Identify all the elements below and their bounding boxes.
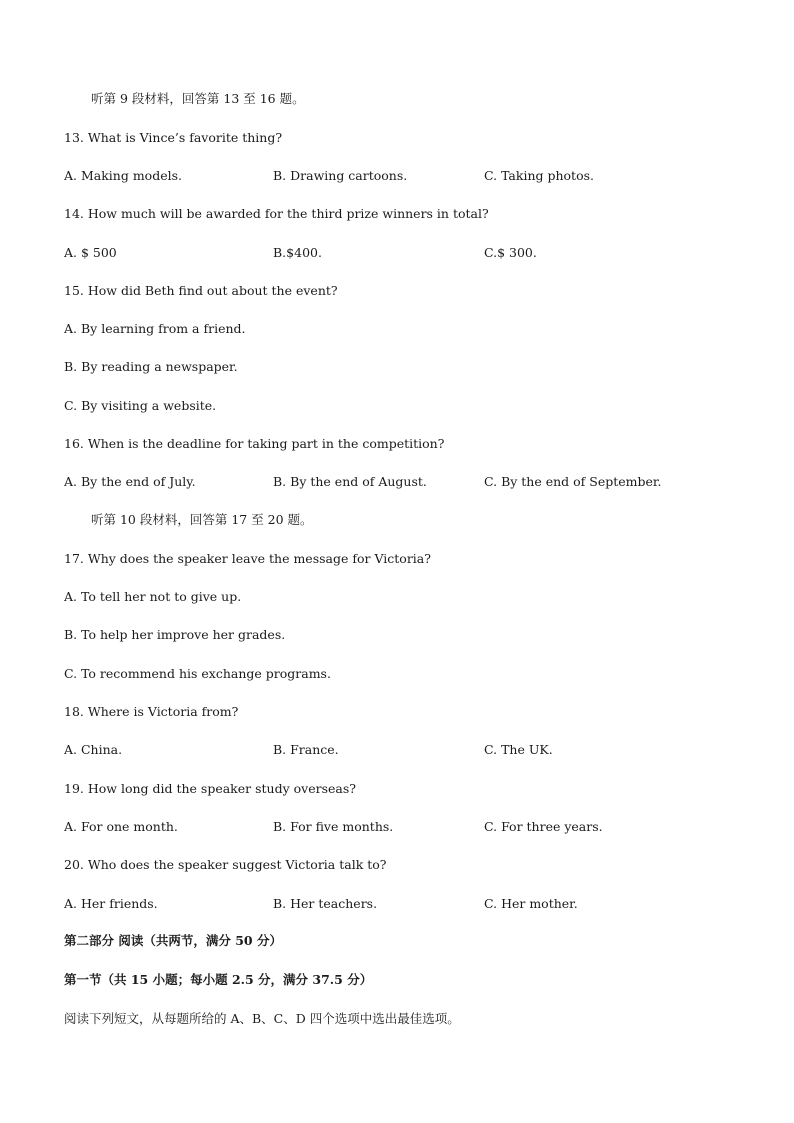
part2-subheading: 第一节（共 15 小题；每小题 2.5 分，满分 37.5 分） <box>64 972 373 987</box>
question-15-option-a: A. By learning from a friend. <box>64 321 246 336</box>
question-20-option-a: A. Her friends. <box>64 896 158 911</box>
part2-heading: 第二部分 阅读（共两节，满分 50 分） <box>64 933 282 948</box>
question-15-stem: 15. How did Beth find out about the event? <box>64 283 338 298</box>
question-18-stem: 18. Where is Victoria from? <box>64 704 239 719</box>
question-17-option-b: B. To help her improve her grades. <box>64 627 286 642</box>
question-14-option-a: A. $ 500 <box>64 245 117 260</box>
question-15-option-c: C. By visiting a website. <box>64 398 217 413</box>
section10-instruction: 听第 10 段材料，回答第 17 至 20 题。 <box>91 512 313 527</box>
question-13-stem: 13. What is Vince’s favorite thing? <box>64 130 283 145</box>
question-20-option-b: B. Her teachers. <box>273 896 378 911</box>
question-18-option-b: B. France. <box>273 742 339 757</box>
question-18-option-c: C. The UK. <box>484 742 553 757</box>
question-16-option-b: B. By the end of August. <box>273 474 427 489</box>
question-14-option-b: B.$400. <box>273 245 322 260</box>
question-14-stem: 14. How much will be awarded for the third prize winners in total? <box>64 206 489 221</box>
question-16-option-a: A. By the end of July. <box>64 474 196 489</box>
question-15-option-b: B. By reading a newspaper. <box>64 359 238 374</box>
question-19-option-a: A. For one month. <box>64 819 178 834</box>
question-19-option-c: C. For three years. <box>484 819 603 834</box>
question-20-stem: 20. Who does the speaker suggest Victoria talk to? <box>64 857 387 872</box>
question-16-option-c: C. By the end of September. <box>484 474 662 489</box>
question-19-stem: 19. How long did the speaker study overseas? <box>64 781 356 796</box>
part2-instruction: 阅读下列短文，从每题所给的 A、B、C、D 四个选项中选出最佳选项。 <box>64 1011 460 1026</box>
question-16-stem: 16. When is the deadline for taking part in the competition? <box>64 436 445 451</box>
question-13-option-c: C. Taking photos. <box>484 168 594 183</box>
question-17-option-c: C. To recommend his exchange programs. <box>64 666 331 681</box>
question-17-stem: 17. Why does the speaker leave the message for Victoria? <box>64 551 431 566</box>
section9-instruction: 听第 9 段材料，回答第 13 至 16 题。 <box>91 91 305 106</box>
question-14-option-c: C.$ 300. <box>484 245 537 260</box>
question-13-option-b: B. Drawing cartoons. <box>273 168 408 183</box>
question-20-option-c: C. Her mother. <box>484 896 578 911</box>
question-17-option-a: A. To tell her not to give up. <box>64 589 242 604</box>
question-18-option-a: A. China. <box>64 742 123 757</box>
question-19-option-b: B. For five months. <box>273 819 394 834</box>
question-13-option-a: A. Making models. <box>64 168 182 183</box>
